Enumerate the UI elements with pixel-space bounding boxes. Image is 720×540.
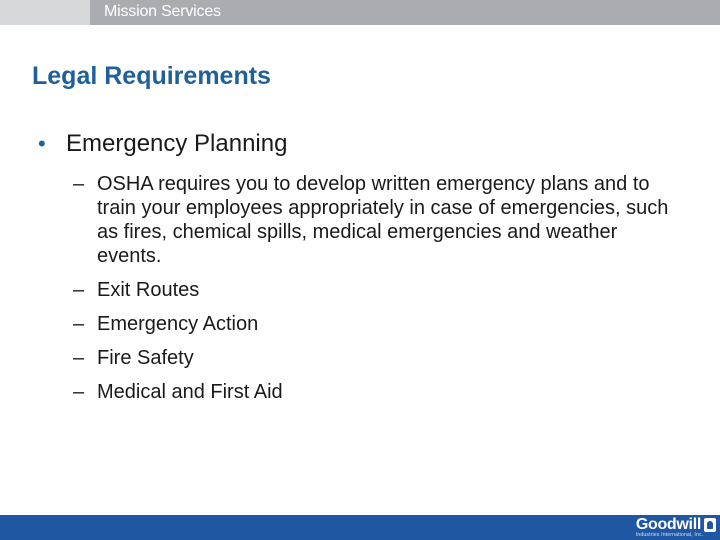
dash-icon: – [73,173,85,195]
sub-bullet-item [73,278,673,302]
sub-bullet-text: OSHA requires you to develop written emergency plans and to train your employees appropriately in case of emergencies, such as fires, chemical spills, medical emergencies and weather events. [97,173,669,267]
logo-wordmark: Goodwill [635,516,701,533]
sub-bullet-text: Emergency Action [97,313,259,335]
dash-icon: – [73,279,85,301]
bullet-label: Emergency Planning [66,130,288,157]
header-band [0,0,720,25]
logo-tagline: Industries International, Inc. [635,532,704,538]
bullet-emergency-planning [38,130,287,158]
sub-bullet-text: Exit Routes [97,279,200,301]
dash-icon: – [73,347,85,369]
sub-bullet-list [73,172,673,414]
sub-bullet-item [73,172,673,268]
footer-band [0,515,720,540]
dash-icon: – [73,313,85,335]
section-label: Mission Services [104,3,221,20]
bullet-dot-icon: • [38,131,46,156]
sub-bullet-item [73,346,673,370]
sub-bullet-item [73,380,673,404]
slide-title: Legal Requirements [32,62,271,90]
goodwill-smile-icon [704,518,716,532]
sub-bullet-item [73,312,673,336]
dash-icon: – [73,381,85,403]
goodwill-logo [636,516,716,539]
sub-bullet-text: Medical and First Aid [97,381,283,403]
sub-bullet-text: Fire Safety [97,347,194,369]
